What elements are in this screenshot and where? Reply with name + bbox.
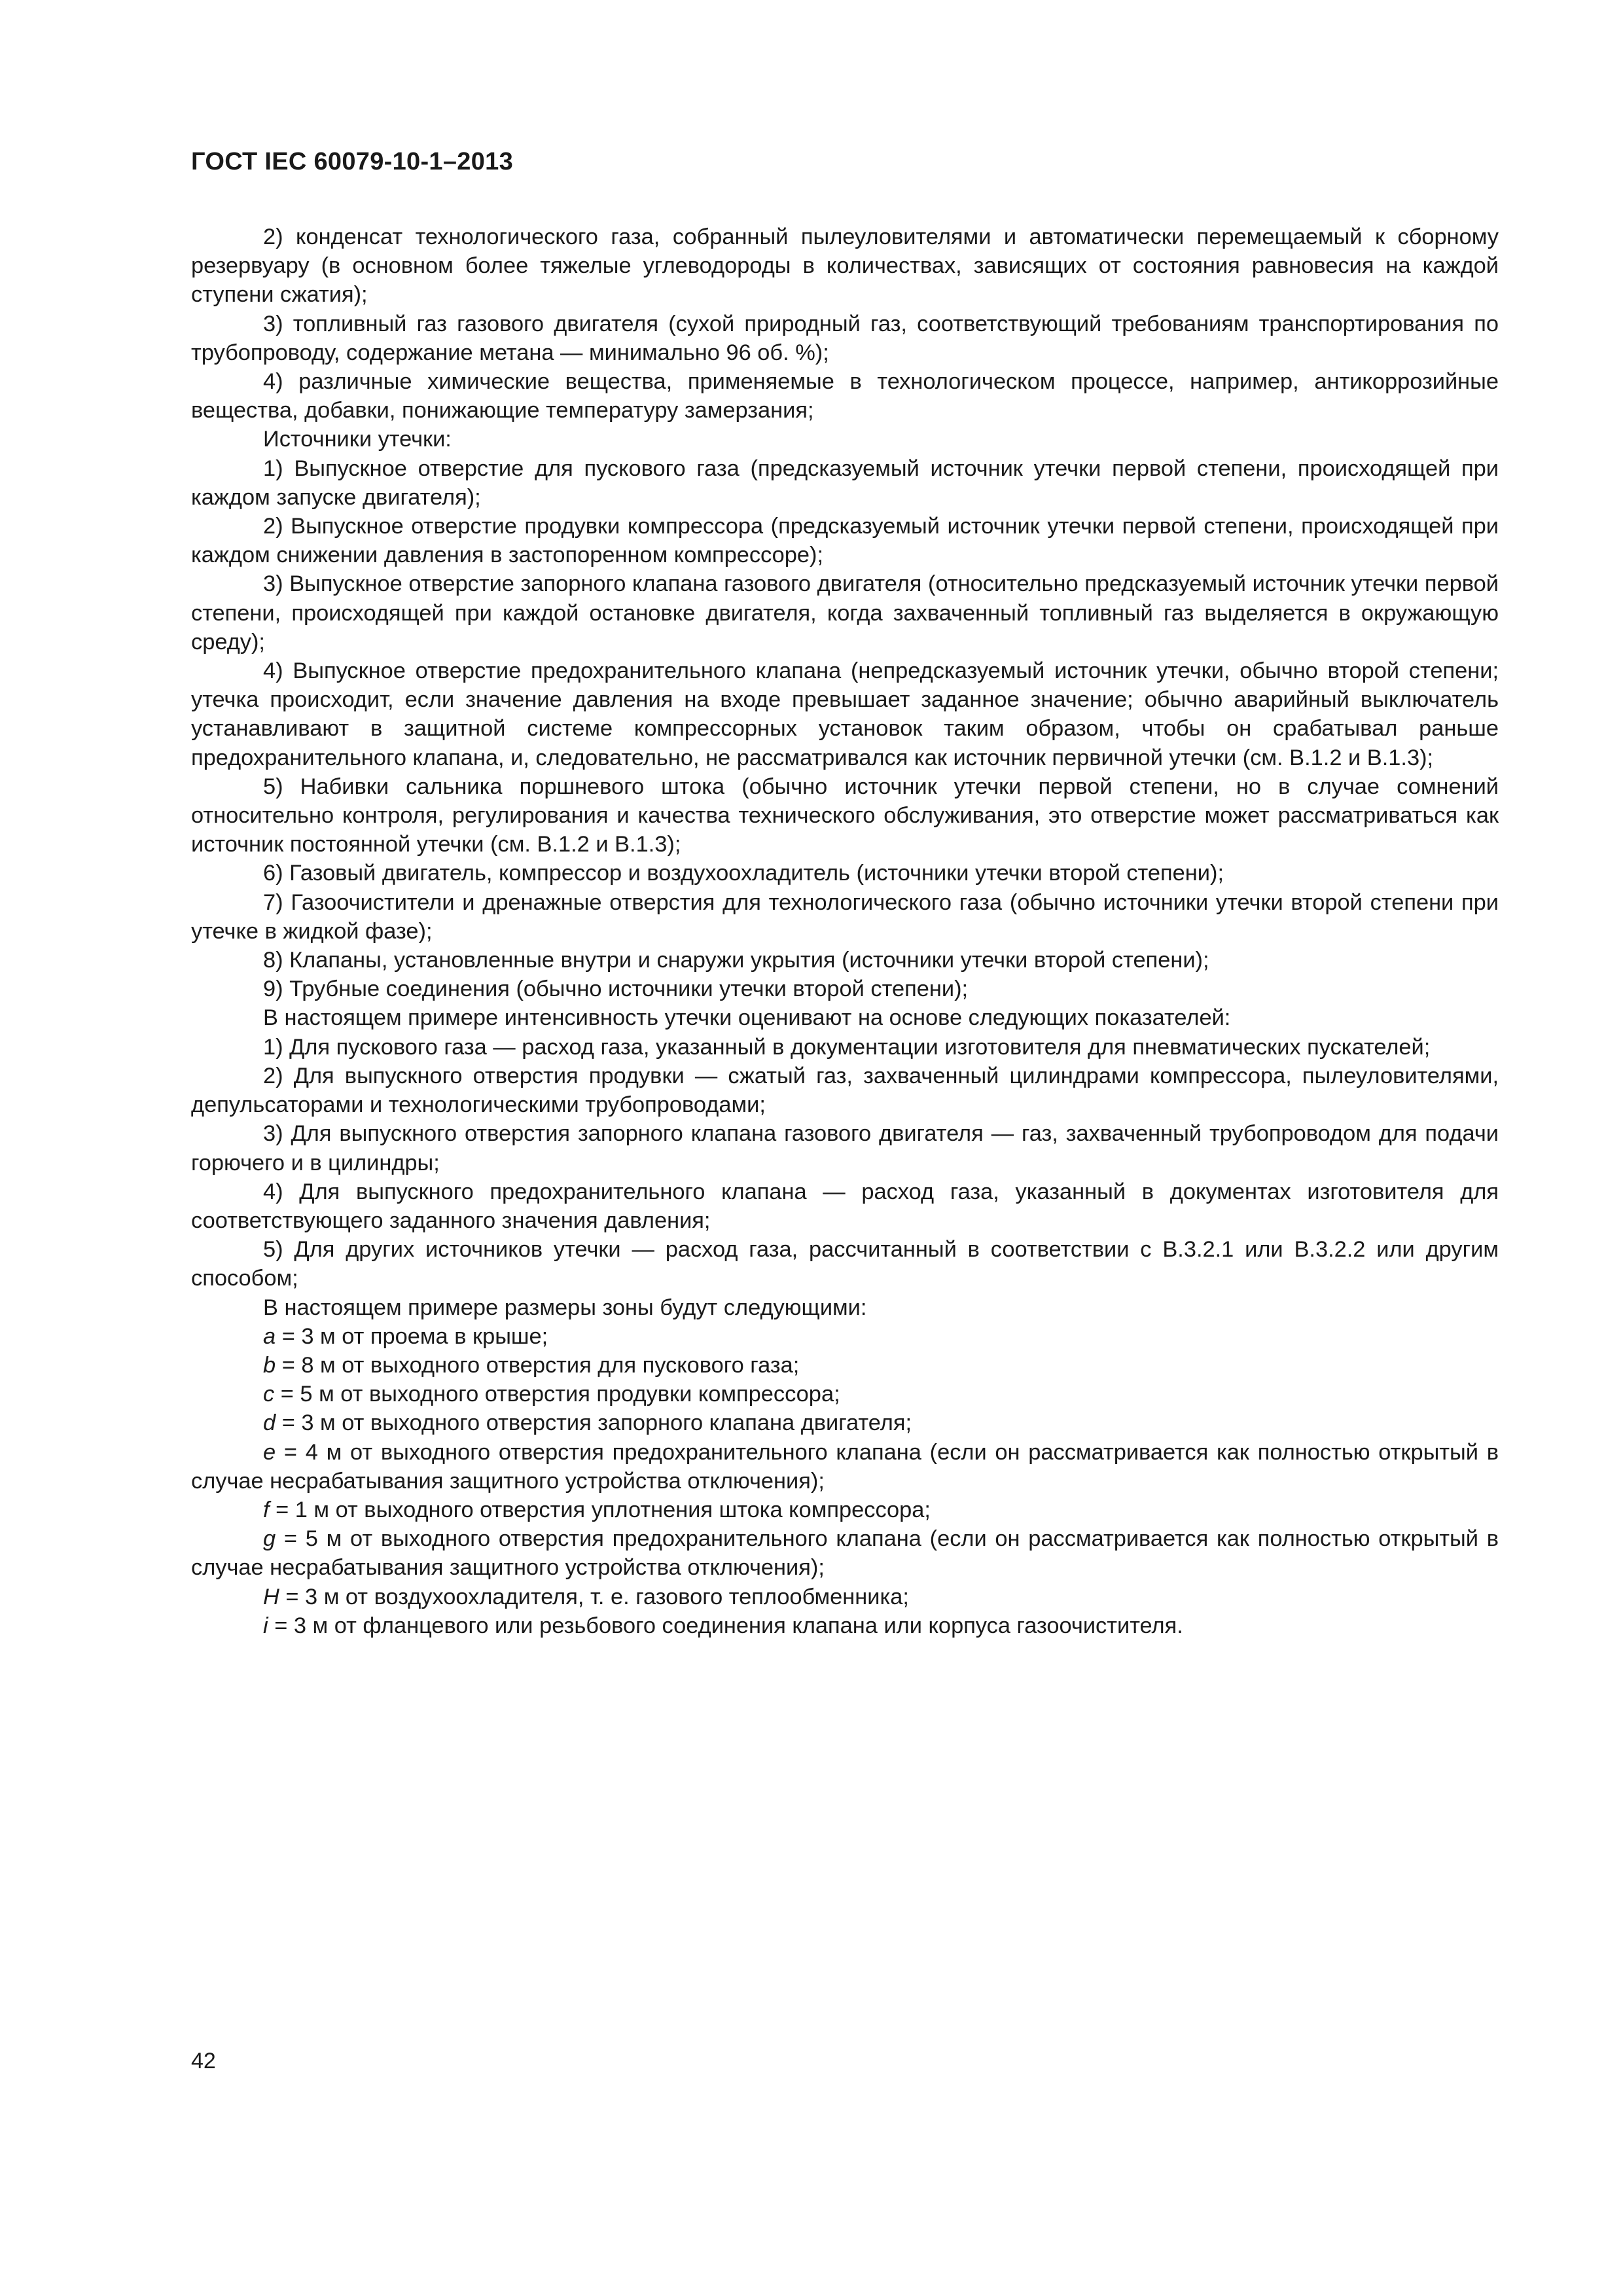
zone-size-item: g = 5 м от выходного отверстия предохранительного клапана (если он рассматривается как полностью открытый в случае несрабатывания защитного устройства отключения); (191, 1526, 1499, 1581)
paragraph: 1) Для пускового газа — расход газа, указанный в документации изготовителя для пневматических пускателей; (263, 1034, 1431, 1060)
paragraph: Источники утечки: (263, 427, 452, 452)
paragraph: 4) Для выпускного предохранительного клапана — расход газа, указанный в документах изготовителя для соответствующего заданного значения давления; (191, 1179, 1499, 1233)
zone-size-item: d = 3 м от выходного отверстия запорного клапана двигателя; (263, 1410, 912, 1436)
paragraph: В настоящем примере размеры зоны будут следующими: (263, 1295, 867, 1320)
paragraph: 1) Выпускное отверстие для пускового газа (предсказуемый источник утечки первой степени, происходящей при каждом запуске двигателя); (191, 456, 1499, 510)
zone-variable: d (263, 1410, 276, 1436)
paragraph: 2) Выпускное отверстие продувки компрессора (предсказуемый источник утечки первой степени, происходящей при каждом снижении давления в застопоренном компрессоре); (191, 514, 1499, 568)
zone-size-item: c = 5 м от выходного отверстия продувки компрессора; (263, 1382, 840, 1407)
zone-variable: i (263, 1613, 268, 1638)
paragraph: 3) топливный газ газового двигателя (сухой природный газ, соответствующий требованиям транспортирования по трубопроводу, содержание метана — минимально 96 об. %); (191, 311, 1499, 365)
zone-size-item: i = 3 м от фланцевого или резьбового соединения клапана или корпуса газоочистителя. (263, 1613, 1183, 1638)
paragraph: 6) Газовый двигатель, компрессор и воздухоохладитель (источники утечки второй степени); (263, 861, 1224, 886)
paragraph: 4) Выпускное отверстие предохранительного клапана (непредсказуемый источник утечки, обычно второй степени; утечка происходит, если значение давления на входе превышает заданное значение; обычно аварийный выключатель устанавливают в защитной системе компрессорных установок таким образом, чтобы он срабатывал раньше предохранительного клапана, и, следовательно, не рассматривался как источник первичной утечки (см. В.1.2 и В.1.3); (191, 658, 1499, 770)
paragraph: 2) конденсат технологического газа, собранный пылеуловителями и автоматически перемещаемый к сборному резервуару (в основном более тяжелые углеводороды в количествах, зависящих от состояния равновесия на каждой ступени сжатия); (191, 224, 1499, 308)
page-number: 42 (191, 2049, 216, 2073)
zone-size-item: H = 3 м от воздухоохладителя, т. е. газового теплообменника; (263, 1584, 909, 1609)
paragraph: 3) Выпускное отверстие запорного клапана газового двигателя (относительно предсказуемый источник утечки первой степени, происходящей при каждой остановке двигателя, когда захваченный топливный газ выделяется в окружающую среду); (191, 571, 1499, 655)
paragraph: 5) Набивки сальника поршневого штока (обычно источник утечки первой степени, но в случае сомнений относительно контроля, регулирования и качества технического обслуживания, это отверстие может рассматриваться как источник постоянной утечки (см. В.1.2 и В.1.3); (191, 774, 1499, 857)
paragraph: 3) Для выпускного отверстия запорного клапана газового двигателя — газ, захваченный трубопроводом для подачи горючего и в цилиндры; (191, 1121, 1499, 1175)
paragraph: 5) Для других источников утечки — расход газа, рассчитанный в соответствии с В.3.2.1 или В.3.2.2 или другим способом; (191, 1237, 1499, 1291)
zone-variable: c (263, 1382, 275, 1407)
zone-variable: g (263, 1526, 276, 1552)
paragraph: 7) Газоочистители и дренажные отверстия для технологического газа (обычно источники утечки второй степени при утечке в жидкой фазе); (191, 889, 1499, 944)
zone-variable: b (263, 1352, 276, 1378)
zone-size-item: a = 3 м от проема в крыше; (263, 1323, 548, 1349)
body-text (191, 223, 1499, 1640)
zone-variable: a (263, 1323, 276, 1349)
zone-size-item: b = 8 м от выходного отверстия для пускового газа; (263, 1352, 800, 1378)
zone-variable: e (263, 1439, 276, 1465)
document-header: ГОСТ IEC 60079-10-1–2013 (191, 148, 514, 175)
paragraph: 2) Для выпускного отверстия продувки — сжатый газ, захваченный цилиндрами компрессора, пылеуловителями, депульсаторами и технологическими трубопроводами; (191, 1063, 1499, 1118)
zone-variable: f (263, 1497, 270, 1522)
paragraph: 9) Трубные соединения (обычно источники утечки второй степени); (263, 977, 969, 1002)
zone-size-item: f = 1 м от выходного отверстия уплотнения штока компрессора; (263, 1497, 931, 1522)
zone-variable: H (263, 1584, 279, 1609)
paragraph: 4) различные химические вещества, применяемые в технологическом процессе, например, антикоррозийные вещества, добавки, понижающие температуру замерзания; (191, 369, 1499, 423)
paragraph: 8) Клапаны, установленные внутри и снаружи укрытия (источники утечки второй степени); (263, 948, 1209, 973)
paragraph: В настоящем примере интенсивность утечки оценивают на основе следующих показателей: (263, 1005, 1231, 1031)
zone-size-item: e = 4 м от выходного отверстия предохранительного клапана (если он рассматривается как полностью открытый в случае несрабатывания защитного устройства отключения); (191, 1439, 1499, 1494)
